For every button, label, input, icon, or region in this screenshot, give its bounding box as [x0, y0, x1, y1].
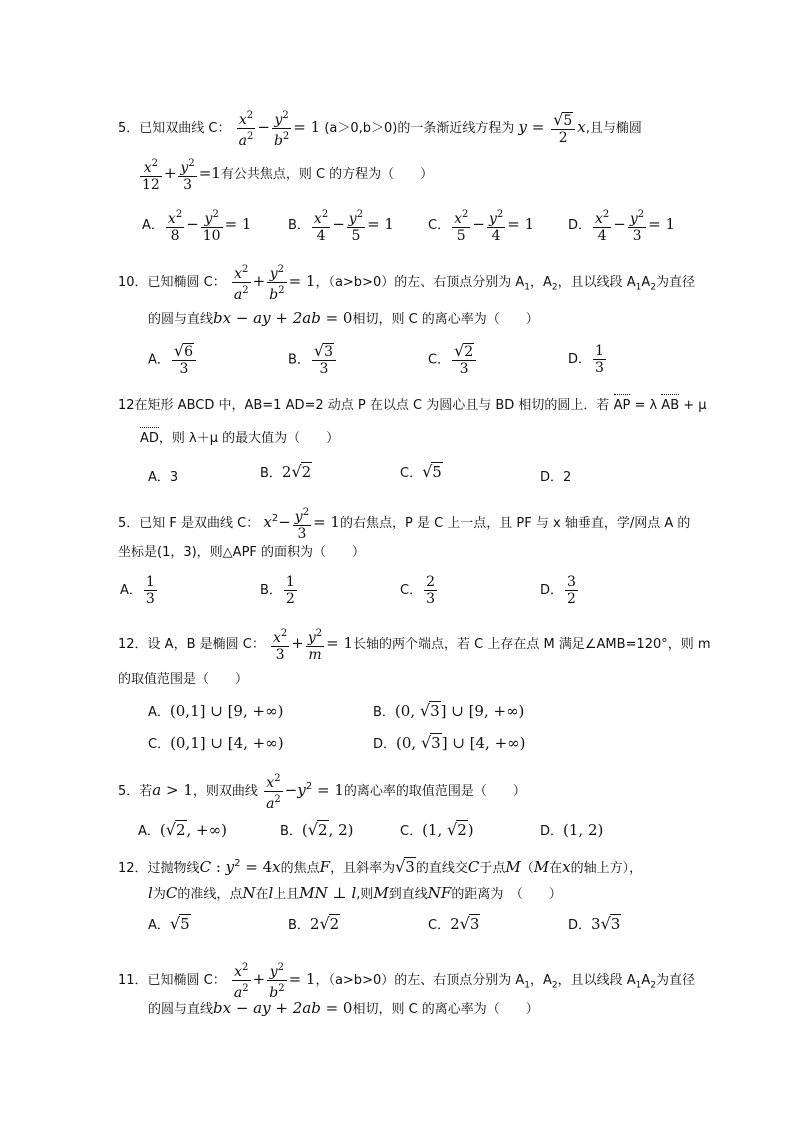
problem-2-line-2: 的圆与直线bx − ay + 2ab = 0相切，则 C 的离心率为（ ）	[148, 309, 539, 327]
option-d: D． $\frac{1}{3}$	[568, 343, 604, 376]
problem-1-line-2: $\frac{x^2}{12}$ + $\frac{y^2}{3}$ =1有公共焦点，则 C 的方程为（ ）	[142, 158, 434, 193]
option-c: C． $\frac{2}{3}$	[400, 574, 435, 607]
option-b: B．2√2	[260, 462, 312, 481]
option-b: B．2√2	[288, 914, 340, 933]
option-a: A．3	[148, 470, 179, 485]
option-a: A． $\frac{x^2}{8}$ − $\frac{y^2}{10}$ = 1	[142, 209, 252, 244]
problem-7-line-2: l为C的准线，点N在l上且MN ⊥ l,则M到直线NF的距离为 （ ）	[148, 884, 562, 902]
option-c: C．√5	[400, 462, 442, 481]
option-c: C． $\frac{√2}{3}$	[428, 343, 478, 377]
option-b: B．(√2, 2)	[280, 820, 354, 839]
option-d: D． $\frac{3}{2}$	[540, 574, 576, 607]
problem-5-line-1: 12．设 A，B 是椭圆 C： $\frac{x^2}{3}$ + $\frac{y^2}{m}$ = 1长轴的两个端点，若 C 上存在点 M 满足∠AMB=120°，则 m	[118, 628, 711, 663]
problem-1-line-1: 5．已知双曲线 C： $\frac{x^2}{a^2}$ − $\frac{y^2}{b^2}$ = 1 (a＞0,b＞0)的一条渐近线方程为 y = $\frac{√5}{2}$ x,且与椭圆	[118, 109, 642, 149]
option-c: C．2√3	[428, 914, 480, 933]
problem-6-line-1: 5．若a > 1，则双曲线 $\frac{x^2}{a^2}$ $-y^2 = 1$的离心率的取值范围是（ ）	[118, 773, 526, 812]
option-c: C． $\frac{x^2}{5}$ − $\frac{y^2}{4}$ = 1	[428, 209, 535, 244]
option-b: B． $\frac{1}{2}$	[260, 574, 295, 607]
problem-8-line-1: 11．已知椭圆 C： $\frac{x^2}{a^2}$ + $\frac{y^2}{b^2}$ = 1，（a>b>0）的左、右顶点分别为 $A_1$，$A_2$，且以线段 $A_1A_2$为直径	[118, 962, 696, 1001]
option-c: C．(0,1] ∪ [4, +∞)	[148, 734, 284, 752]
option-d: D．(1, 2)	[540, 821, 604, 839]
problem-3-line-1: 12在矩形 ABCD 中，AB=1 AD=2 动点 P 在以点 C 为圆心且与 BD 相切的圆上．若 AP = λ AB + μ	[118, 398, 707, 413]
problem-number: 5．	[118, 121, 140, 136]
option-b: B．(0, √3] ∪ [9, +∞)	[373, 701, 525, 720]
option-b: B． $\frac{√3}{3}$	[288, 343, 338, 377]
option-a: A．(0,1] ∪ [9, +∞)	[148, 702, 284, 720]
formula: $\frac{x^2}{a^2}$	[238, 110, 254, 149]
option-d: D．3√3	[568, 914, 621, 933]
option-a: A． $\frac{√6}{3}$	[148, 343, 198, 377]
option-c: C．(1, √2)	[400, 820, 474, 839]
problem-5-line-2: 的取值范围是（ ）	[118, 672, 249, 687]
option-d: D．(0, √3] ∪ [4, +∞)	[373, 733, 526, 752]
option-b: B． $\frac{x^2}{4}$ − $\frac{y^2}{5}$ = 1	[288, 209, 394, 244]
problem-4-line-2: 坐标是(1，3)，则△APF 的面积为（ ）	[118, 545, 366, 560]
problem-3-line-2: AD，则 λ＋μ 的最大值为（ ）	[140, 431, 340, 446]
option-a: A． $\frac{1}{3}$	[120, 574, 155, 607]
problem-4-line-1: 5．已知 F 是双曲线 C： $x^2-$ $\frac{y^2}{3}$ = 1的右焦点，P 是 C 上一点，且 PF 与 x 轴垂直，学/网点 A 的	[118, 507, 691, 542]
option-d: D． $\frac{x^2}{4}$ − $\frac{y^2}{3}$ = 1	[568, 209, 676, 244]
problem-8-line-2: 的圆与直线bx − ay + 2ab = 0相切，则 C 的离心率为（ ）	[148, 999, 539, 1017]
problem-7-line-1: 12．过抛物线C : $y^2 = 4x$的焦点F，且斜率为√3的直线交C于点M（M在x的轴上方），	[118, 857, 643, 876]
problem-2-line-1: 10．已知椭圆 C： $\frac{x^2}{a^2}$ + $\frac{y^2}{b^2}$ = 1，（a>b>0）的左、右顶点分别为 $A_1$，$A_2$，且以线段 $A_1A_2$为直径	[118, 264, 696, 303]
option-a: A．(√2, +∞)	[138, 820, 227, 839]
option-a: A．√5	[148, 914, 190, 933]
option-d: D．2	[540, 470, 572, 485]
